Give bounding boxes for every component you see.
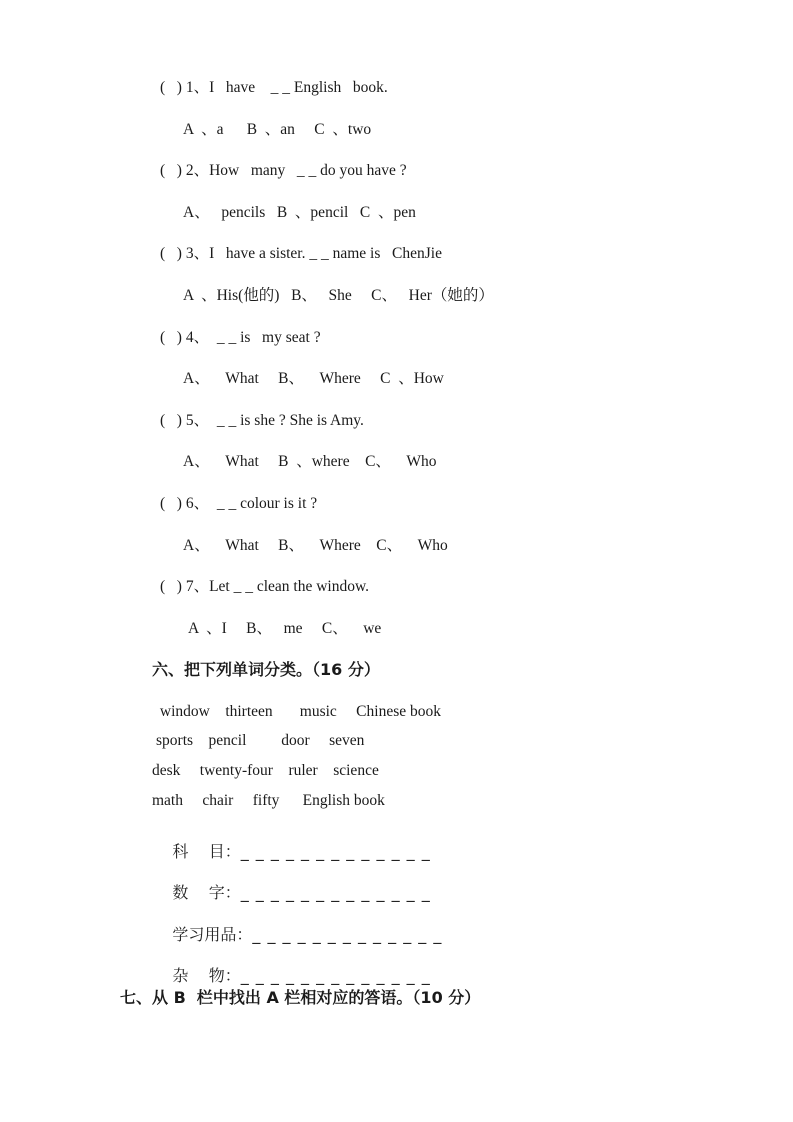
question-2-options: A、 pencils B 、pencil C 、pen: [183, 204, 416, 221]
question-4: ( ) 4、 _ _ is my seat ?: [160, 329, 321, 346]
category-label: 数 字：: [172, 883, 241, 902]
word-row-2: sports pencil door seven: [156, 732, 365, 749]
answer-blank[interactable]: _ _ _ _ _ _ _ _ _ _ _ _ _: [252, 925, 443, 944]
word-row-4: math chair fifty English book: [152, 792, 385, 809]
question-4-options: A、 What B、 Where C 、How: [183, 370, 444, 387]
category-label: 科 目：: [172, 842, 241, 861]
answer-blank[interactable]: _ _ _ _ _ _ _ _ _ _ _ _ _: [240, 883, 431, 902]
question-6-options: A、 What B、 Where C、 Who: [183, 537, 448, 554]
word-row-1: window thirteen music Chinese book: [156, 703, 441, 720]
question-1-options: A 、a B 、an C 、two: [183, 121, 372, 138]
question-5-options: A、 What B 、where C、 Who: [183, 453, 437, 470]
category-label: 杂 物：: [172, 966, 241, 985]
answer-blank[interactable]: _ _ _ _ _ _ _ _ _ _ _ _ _: [240, 966, 431, 985]
answer-blank[interactable]: _ _ _ _ _ _ _ _ _ _ _ _ _: [240, 842, 431, 861]
word-row-3: desk twenty-four ruler science: [152, 762, 379, 779]
section-7-heading: 七、从 B 栏中找出 A 栏相对应的答语。（10 分）: [120, 988, 481, 1007]
question-7-options: A 、I B、 me C、 we: [188, 620, 382, 637]
question-7: ( ) 7、Let _ _ clean the window.: [160, 578, 370, 595]
question-1: ( ) 1、I have _ _ English book.: [160, 79, 388, 96]
section-6-heading: 六、把下列单词分类。（16 分）: [152, 660, 380, 679]
question-3-options: A 、His(他的) B、 She C、 Her（她的）: [183, 287, 494, 304]
question-5: ( ) 5、 _ _ is she ? She is Amy.: [160, 412, 364, 429]
question-3: ( ) 3、I have a sister. _ _ name is ChenJie: [160, 245, 442, 262]
category-label: 学习用品：: [172, 925, 253, 944]
question-6: ( ) 6、 _ _ colour is it ?: [160, 495, 318, 512]
question-2: ( ) 2、How many _ _ do you have ?: [160, 162, 407, 179]
